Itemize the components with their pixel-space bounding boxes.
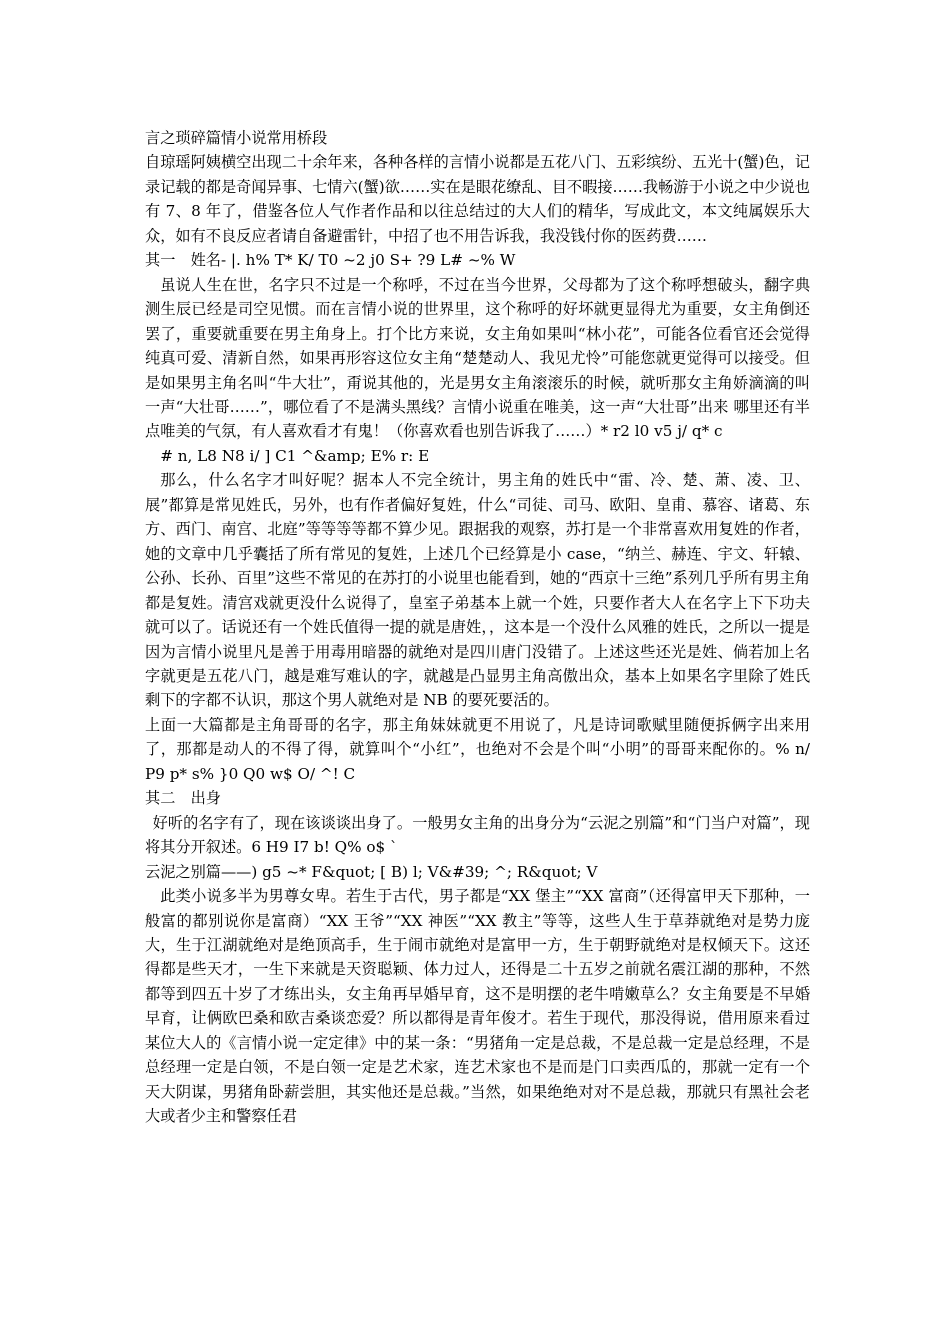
body-paragraph: 此类小说多半为男尊女卑。若生于古代，男子都是“XX 堡主”“XX 富商”（还得富甲天下那种，一般富的都别说你是富商）“XX 王爷”“XX 神医”“XX 教主”等等，这些人生于草莽就绝对是势力庞大，生于江湖就绝对是绝顶高手，生于闹市就绝对是富甲一方，生于朝野就绝对是权倾天下。这还得都是些天才，一生下来就是天资聪颖、体力过人，还得是二十五岁之前就名震江湖的那种，不然都等到四五十岁了才练出头，女主角再早婚早育，这不是明摆的老牛啃嫩草么？女主角要是不早婚早育，让俩欧巴桑和欧吉桑谈恋爱？所以都得是青年俊才。若生于现代，那没得说，借用原来看过某位大人的《言情小说一定定律》中的某一条：“男猪角一定是总裁，不是总裁一定是总经理，不是总经理一定是白领，不是白领一定是艺术家，连艺术家也不是而是门口卖西瓜的，那就一定有一个天大阴谋，男猪角卧薪尝胆，其实他还是总裁。”当然，如果绝绝对对不是总裁，那就只有黑社会老大或者少主和警察任君 [145,887,810,1126]
body-paragraph: 虽说人生在世，名字只不过是一个称呼，不过在当今世界，父母都为了这个称呼想破头，翻字典测生辰已经是司空见惯。而在言情小说的世界里，这个称呼的好坏就更显得尤为重要，女主角倒还罢了，重要就重要在男主角身上。打个比方来说，女主角如果叫“林小花”，可能各位看官还会觉得纯真可爱、清新自然，如果再形容这位女主角“楚楚动人、我见尤怜”可能您就更觉得可以接受。但是如果男主角名叫“牛大壮”，甭说其他的，光是男女主角滚滚乐的时候，就听那女主角娇滴滴的叫一声“大壮哥……”，哪位看了不是满头黑线？言情小说重在唯美，这一声“大壮哥”出来 哪里还有半点唯美的气氛，有人喜欢看才有鬼！（你喜欢看也别告诉我了……）* r2 l0 v5 j/ q* c [145,275,810,441]
stray-text-line: # n, L8 N8 i/ ] C1 ^&amp; E% r: E [160,446,430,465]
body-paragraph: 好听的名字有了，现在该谈谈出身了。一般男女主角的出身分为“云泥之别篇”和“门当户对篇”，现将其分开叙述。6 H9 I7 b! Q% o$ ` [145,813,810,857]
document-title: 言之琐碎篇情小说常用桥段 [145,129,328,147]
document-body [145,126,810,1129]
section-heading-origin: 其二 出身 [145,789,221,808]
body-paragraph: 上面一大篇都是主角哥哥的名字，那主角妹妹就更不用说了，凡是诗词歌赋里随便拆俩字出来用了，那都是动人的不得了得，就算叫个“小红”，也绝对不会是个叫“小明”的哥哥来配你的。% n/ P9 p* s% }0 Q0 w$ O/ ^! C [145,715,810,783]
subsection-heading: 云泥之别篇——) g5 ~* F&quot; [ B) l; V&#39; ^; R&quot; V [145,862,598,881]
section-heading-name: 其一 姓名- |. h% T* K/ T0 ~2 j0 S+ ?9 L# ~% W [145,251,516,270]
body-paragraph: 那么，什么名字才叫好呢？据本人不完全统计，男主角的姓氏中“雷、冷、楚、萧、凌、卫、展”都算是常见姓氏，另外，也有作者偏好复姓，什么“司徒、司马、欧阳、皇甫、慕容、诸葛、东方、西门、南宫、北庭”等等等等都不算少见。跟据我的观察，苏打是一个非常喜欢用复姓的作者，她的文章中几乎囊括了所有常见的复姓，上述几个已经算是小 case，“纳兰、赫连、宇文、轩辕、公孙、长孙、百里”这些不常见的在苏打的小说里也能看到，她的“西京十三绝”系列几乎所有男主角都是复姓。清宫戏就更没什么说得了，皇室子弟基本上就一个姓，只要作者大人在名字上下下功夫就可以了。话说还有一个姓氏值得一提的就是唐姓，，这本是一个没什么风雅的姓氏，之所以一提是因为言情小说里凡是善于用毒用暗器的就绝对是四川唐门没错了。上述这些还光是姓、倘若加上名字就更是五花八门，越是难写难认的字，就越是凸显男主角高傲出众，基本上如果名字里除了姓氏剩下的字都不认识，那这个男人就绝对是 NB 的要死要活的。 [145,471,810,710]
intro-paragraph: 自琼瑶阿姨横空出现二十余年来，各种各样的言情小说都是五花八门、五彩缤纷、五光十(蟹)色，记录记载的都是奇闻异事、七情六(蟹)欲……实在是眼花缭乱、目不暇接……我畅游于小说之中少说也有 7、8 年了，借鉴各位人气作者作品和以往总结过的大人们的精华，写成此文，本文纯属娱乐大众，如有不良反应者请自备避雷针，中招了也不用告诉我，我没钱付你的医药费…… [145,153,810,245]
